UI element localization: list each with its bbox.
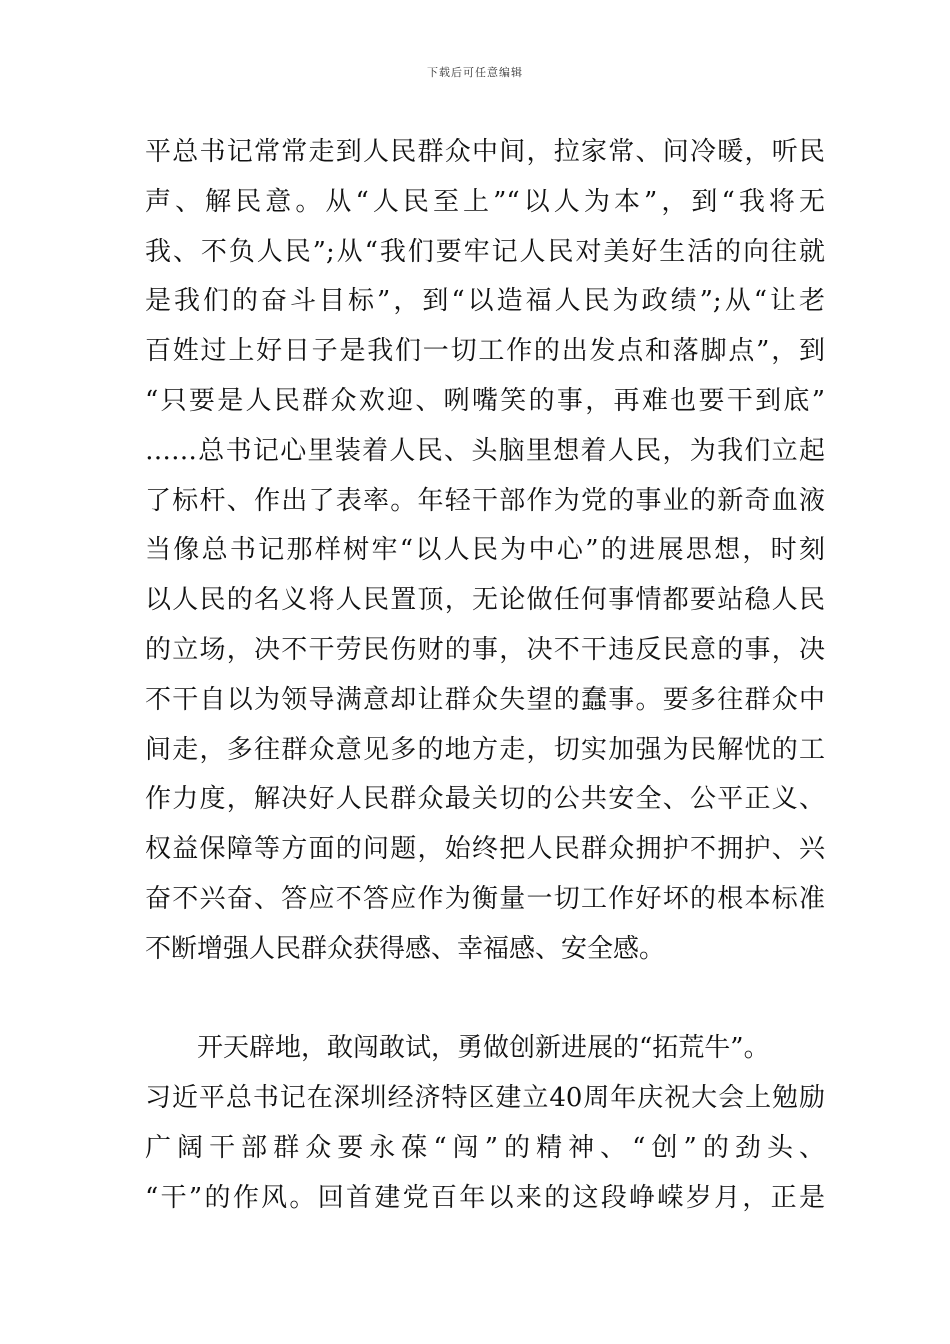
- paragraph-gap: [145, 975, 825, 1025]
- text-line: 了标杆、作出了表率。年轻干部作为党的事业的新奇血液: [145, 485, 825, 516]
- text-line: 百姓过上好日子是我们一切工作的出发点和落脚点”，到: [145, 336, 825, 367]
- text-line: “只要是人民群众欢迎、咧嘴笑的事，再难也要干到底”: [145, 385, 825, 416]
- text-line: 声、解民意。从“人民至上”“以人为本”，到“我将无: [145, 186, 825, 217]
- text-line: 奋不兴奋、答应不答应作为衡量一切工作好坏的根本标准: [145, 883, 825, 914]
- text-line: 平总书记常常走到人民群众中间，拉家常、问冷暖，听民: [145, 137, 825, 167]
- text-line: 不断增强人民群众获得感、幸福感、安全感。: [145, 933, 666, 964]
- text-line: 是我们的奋斗目标”，到“以造福人民为政绩”;从“让老: [145, 286, 825, 317]
- text-line: 间走，多往群众意见多的地方走，切实加强为民解忧的工: [145, 734, 825, 765]
- text-line: 不干自以为领导满意却让群众失望的蠢事。要多往群众中: [145, 684, 825, 715]
- text-line: 作力度，解决好人民群众最关切的公共安全、公平正义、: [145, 784, 825, 815]
- paragraph-2: [145, 1024, 825, 1223]
- text-line: 习近平总书记在深圳经济特区建立40周年庆祝大会上勉励: [145, 1083, 825, 1114]
- header-note: 下载后可任意编辑: [427, 66, 523, 79]
- text-line: 开天辟地，敢闯敢试，勇做创新进展的“拓荒牛”。: [197, 1033, 770, 1064]
- paragraph-1: [145, 128, 825, 975]
- text-line: 的立场，决不干劳民伤财的事，决不干违反民意的事，决: [145, 634, 825, 665]
- text-line: “干”的作风。回首建党百年以来的这段峥嵘岁月，正是: [145, 1182, 825, 1213]
- text-line: ……总书记心里装着人民、头脑里想着人民，为我们立起: [145, 435, 825, 466]
- text-line: 以人民的名义将人民置顶，无论做任何事情都要站稳人民: [145, 585, 825, 616]
- body-text: [145, 128, 825, 1224]
- text-line: 广阔干部群众要永葆“闯”的精神、“创”的劲头、: [145, 1132, 825, 1163]
- text-line: 当像总书记那样树牢“以人民为中心”的进展思想，时刻: [145, 535, 825, 566]
- text-line: 权益保障等方面的问题，始终把人民群众拥护不拥护、兴: [145, 834, 825, 865]
- text-line: 我、不负人民”;从“我们要牢记人民对美好生活的向往就: [145, 236, 825, 267]
